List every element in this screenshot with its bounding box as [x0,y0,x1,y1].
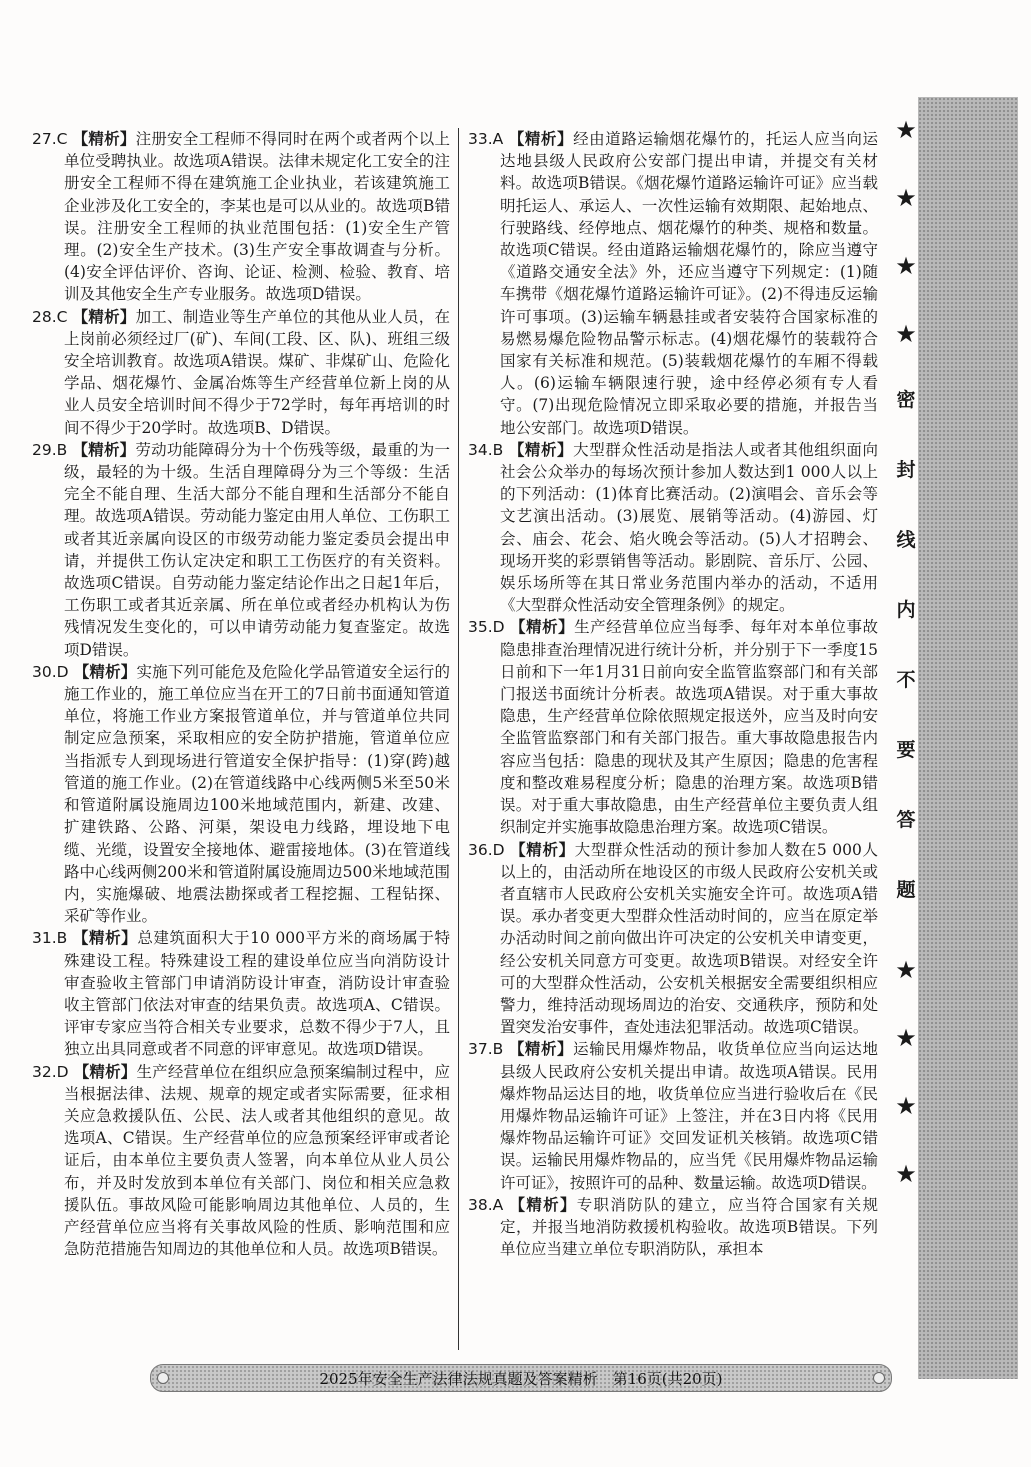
analysis-text: 大型群众性活动的预计参加人数在5 000人以上的，由活动所在地设区的市级人民政府公安机关或者直辖市人民政府公安机关实施安全许可。故选项A错误。承办者变更大型群众性活动时间的，应当在原定举办活动时间之前向做出许可决定的公安机关申请变更，经公安机关同意方可变更。故选项B错误。对经安全许可的大型群众性活动，公安机关根据安全需要组织相应警力，维持活动现场周边的治安、交通秩序，预防和处置突发治安事件，查处违法犯罪活动。故选项C错误。 [500,840,878,1037]
star-icon: ★ [895,956,917,984]
answer-item-37 [468,1038,878,1193]
rail-stars-top [895,118,917,346]
rail-char: 内 [896,599,916,621]
analysis-text: 运输民用爆炸物品，收货单位应当向运达地县级人民政府公安机关提出申请。故选项A错误。民用爆炸物品运达目的地，收货单位应当进行验收后在《民用爆炸物品运输许可证》上签注，并在3日内将《民用爆炸物品运输许可证》交回发证机关核销。故选项C错误。运输民用爆炸物品的，应当凭《民用爆炸物品运输许可证》，按照许可的品种、数量运输。故选项D错误。 [500,1040,878,1192]
rail-char: 不 [896,669,916,691]
footer-right-dot [873,1372,885,1384]
star-icon: ★ [895,1160,917,1188]
analysis-text: 实施下列可能危及危险化学品管道安全运行的施工作业的，施工单位应当在开工的7日前书面通知管道单位，将施工作业方案报管道单位，并与管道单位共同制定应急预案，采取相应的安全防护措施，管道单位应当指派专人到现场进行管道安全保护指导：(1)穿(跨)越管道的施工作业。(2)在管道线路中心线两侧5米至50米和管道附属设施周边100米地域范围内，新建、改建、扩建铁路、公路、河渠，架设电力线路，埋设地下电缆、光缆，设置安全接地体、避雷接地体。(3)在管道线路中心线两侧200米和管道附属设施周边500米地域范围内，实施爆破、地震法勘探或者工程挖掘、工程钻探、采矿等作业。 [64,662,450,926]
answer-item-35 [468,616,878,838]
page-footer [150,1364,892,1392]
answer-number: 36.D [468,840,505,859]
footer-text: 2025年安全生产法律法规真题及答案精析 第16页(共20页) [319,1369,723,1388]
rail-char: 线 [896,529,916,551]
answer-number: 34.B [468,440,504,459]
answer-item-30 [32,661,450,927]
rail-char: 答 [896,809,916,831]
star-icon: ★ [895,1024,917,1052]
analysis-tag: 【精析】 [508,1040,574,1059]
analysis-tag: 【精析】 [72,929,138,948]
seal-line-rail [891,118,921,1378]
analysis-text: 生产经营单位应当每季、每年对本单位事故隐患排查治理情况进行统计分析，并分别于下一季度15日前和下一年1月31日前向安全监管监察部门和有关部门报送书面统计分析表。故选项A错误。对于重大事故隐患，生产经营单位除依照规定报送外，应当及时向安全监管监察部门和有关部门报告。重大事故隐患报告内容应当包括：隐患的现状及其产生原因；隐患的危害程度和整改难易程度分析；隐患的治理方案。故选项B错误。对于重大事故隐患，由生产经营单位主要负责人组织制定并实施事故隐患治理方案。故选项C错误。 [500,618,878,837]
analysis-tag: 【精析】 [72,440,136,459]
answer-number: 30.D [32,662,69,681]
answer-item-32 [32,1061,450,1261]
rail-char: 要 [896,739,916,761]
analysis-tag: 【精析】 [508,130,574,148]
answer-item-34 [468,439,878,617]
side-halftone-strip [918,97,1018,1379]
answer-item-31 [32,927,450,1060]
answer-item-29 [32,439,450,661]
answer-number: 37.B [468,1040,504,1059]
rail-seal-text [896,390,915,900]
analysis-tag: 【精析】 [72,130,136,148]
column-divider [458,128,459,1350]
answer-number: 31.B [32,929,68,948]
answer-number: 27.C [32,130,68,148]
analysis-tag: 【精析】 [73,1062,137,1081]
analysis-tag: 【精析】 [509,1195,577,1214]
analysis-tag: 【精析】 [510,840,575,859]
analysis-tag: 【精析】 [508,440,574,459]
star-icon: ★ [895,1092,917,1120]
star-icon: ★ [895,184,917,212]
answer-number: 28.C [32,307,68,326]
analysis-text: 经由道路运输烟花爆竹的，托运人应当向运达地县级人民政府公安部门提出申请，并提交有关材料。故选项B错误。《烟花爆竹道路运输许可证》应当载明托运人、承运人、一次性运输有效期限、起始地点、行驶路线、经停地点、烟花爆竹的种类、规格和数量。故选项C错误。经由道路运输烟花爆竹的，除应当遵守《道路交通安全法》外，还应当遵守下列规定：(1)随车携带《烟花爆竹道路运输许可证》。(2)不得违反运输许可事项。(3)运输车辆悬挂或者安装符合国家标准的易燃易爆危险物品警示标志。(4)烟花爆竹的装载符合国家有关标准和规范。(5)装载烟花爆竹的车厢不得载人。(6)运输车辆限速行驶，途中经停必须有专人看守。(7)出现危险情况立即采取必要的措施，并报告当地公安部门。故选项D错误。 [500,130,878,437]
analysis-text: 注册安全工程师不得同时在两个或者两个以上单位受聘执业。故选项A错误。法律未规定化工安全的注册安全工程师不得在建筑施工企业执业，若该建筑施工企业涉及化工安全的，李某也是可以从业的。故选项B错误。注册安全工程师的执业范围包括：(1)安全生产管理。(2)安全生产技术。(3)生产安全事故调查与分析。(4)安全评估评价、咨询、论证、检测、检验、教育、培训及其他安全生产专业服务。故选项D错误。 [64,130,450,304]
answer-number: 38.A [468,1195,504,1214]
rail-stars-bottom [895,958,917,1186]
analysis-text: 加工、制造业等生产单位的其他从业人员，在上岗前必须经过厂(矿)、车间(工段、区、队)、班组三级安全培训教育。故选项A错误。煤矿、非煤矿山、危险化学品、烟花爆竹、金属冶炼等生产经营单位新上岗的从业人员安全培训时间不得少于72学时，每年再培训的时间不得少于20学时。故选项B、D错误。 [64,307,450,437]
answer-number: 35.D [468,618,505,637]
left-column [32,128,450,1260]
star-icon: ★ [895,252,917,280]
analysis-text: 总建筑面积大于10 000平方米的商场属于特殊建设工程。特殊建设工程的建设单位应当向消防设计审查验收主管部门申请消防设计审查，消防设计审查验收主管部门依法对审查的结果负责。故选项A、C错误。评审专家应当符合相关专业要求，总数不得少于7人，且独立出具同意或者不同意的评审意见。故选项D错误。 [64,929,450,1059]
analysis-text: 专职消防队的建立，应当符合国家有关规定，并报当地消防救援机构验收。故选项B错误。下列单位应当建立单位专职消防队，承担本 [500,1195,878,1259]
answer-item-36 [468,839,878,1039]
rail-char: 题 [896,879,916,901]
answer-item-27 [32,128,450,306]
star-icon: ★ [895,116,917,144]
analysis-text: 生产经营单位在组织应急预案编制过程中，应当根据法律、法规、规章的规定或者实际需要，征求相关应急救援队伍、公民、法人或者其他组织的意见。故选项A、C错误。生产经营单位的应急预案经评审或者论证后，由本单位主要负责人签署，向本单位从业人员公布，并及时发放到本单位有关部门、岗位和相关应急救援队伍。事故风险可能影响周边其他单位、人员的，生产经营单位应当将有关事故风险的性质、影响范围和应急防范措施告知周边的其他单位和人员。故选项B错误。 [64,1062,450,1259]
analysis-tag: 【精析】 [510,618,575,637]
answer-item-33 [468,128,878,439]
right-column [468,128,878,1260]
analysis-text: 大型群众性活动是指法人或者其他组织面向社会公众举办的每场次预计参加人数达到1 000人以上的下列活动：(1)体育比赛活动。(2)演唱会、音乐会等文艺演出活动。(3)展览、展销等活动。(4)游园、灯会、庙会、花会、焰火晚会等活动。(5)人才招聘会、现场开奖的彩票销售等活动。影剧院、音乐厅、公园、娱乐场所等在其日常业务范围内举办的活动，不适用《大型群众性活动安全管理条例》的规定。 [500,440,878,615]
answer-item-38 [468,1194,878,1261]
rail-char: 密 [896,389,916,411]
footer-left-dot [157,1372,169,1384]
rail-char: 封 [896,459,916,481]
answer-number: 29.B [32,440,68,459]
answer-number: 32.D [32,1062,69,1081]
star-icon: ★ [895,320,917,348]
answer-item-28 [32,306,450,439]
analysis-text: 劳动功能障碍分为十个伤残等级，最重的为一级，最轻的为十级。生活自理障碍分为三个等级：生活完全不能自理、生活大部分不能自理和生活部分不能自理。故选项A错误。劳动能力鉴定由用人单位、工伤职工或者其近亲属向设区的市级劳动能力鉴定委员会提出申请，并提供工伤认定决定和职工工伤医疗的有关资料。故选项C错误。自劳动能力鉴定结论作出之日起1年后，工伤职工或者其近亲属、所在单位或者经办机构认为伤残情况发生变化的，可以申请劳动能力复查鉴定。故选项D错误。 [64,440,450,659]
analysis-tag: 【精析】 [73,662,137,681]
analysis-tag: 【精析】 [72,307,136,326]
answer-number: 33.A [468,130,504,148]
